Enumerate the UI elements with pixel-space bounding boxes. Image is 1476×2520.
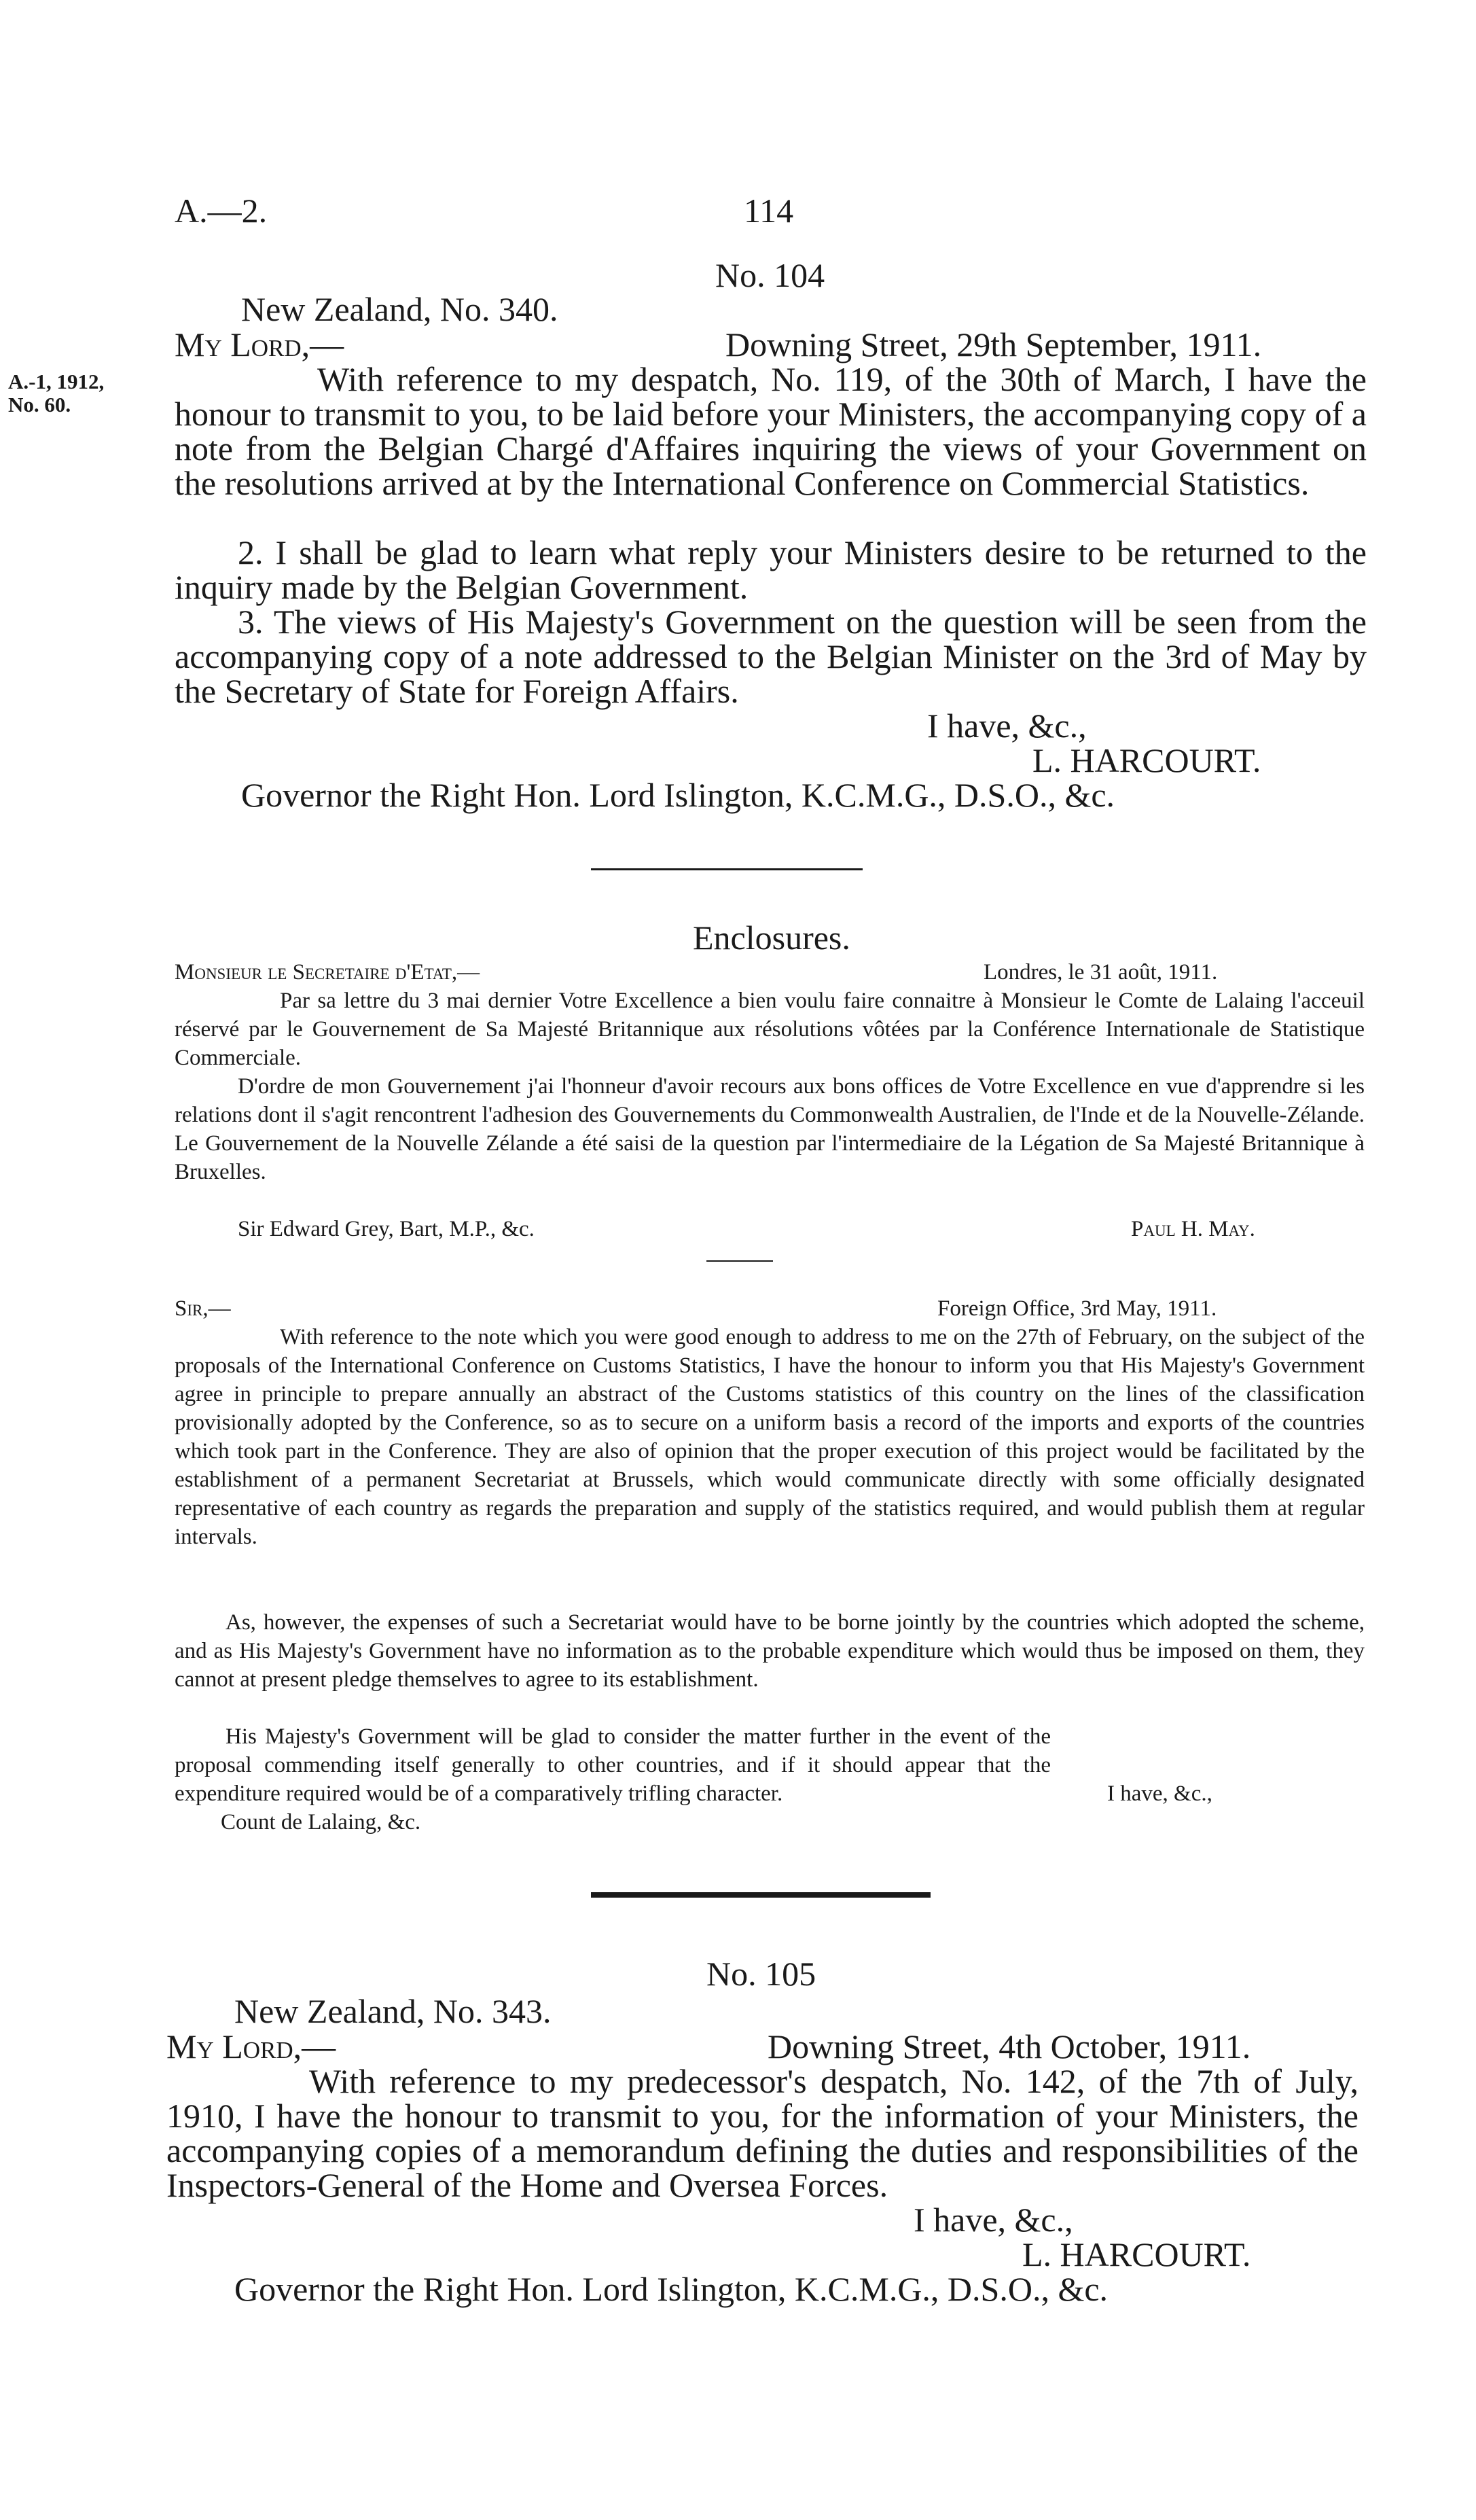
english-salutation: Sir,— [175, 1296, 231, 1321]
despatch-number-104: No. 104 [715, 256, 825, 294]
paragraph-105: With reference to my predecessor's despatch, No. 142, of the 7th of July, 1910, I have the honour to transmit to you, for the information of your Ministers, the accompanying copies of a memorandum defining the duties and responsibilities of the Inspectors-General of the Home and Oversea Forces. [166, 2062, 1358, 2204]
english-paragraph-3: His Majesty's Government will be glad to consider the matter further in the event of the proposal commending itself generally to other countries, and if it should appear that the expenditure required would be of a comparatively trifling character. [175, 1724, 1051, 1806]
english-closing: I have, &c., [1107, 1781, 1212, 1806]
enclosures-heading: Enclosures. [693, 919, 850, 957]
paragraph-1: With reference to my despatch, No. 119, of the 30th of March, I have the honour to transmit to you, to be laid before your Ministers, the accompanying copy of a note from the Belgian Chargé d'Affaires inquiring the views of your Government on the resolutions arrived at by the International Conference on Commercial Statistics. [175, 360, 1367, 502]
margin-note-line: A.-1, 1912, [8, 370, 105, 393]
addressee-105: Governor the Right Hon. Lord Islington, K.C.M.G., D.S.O., &c. [234, 2270, 1109, 2308]
section-code: A.—2. [175, 192, 268, 230]
place-date-105: Downing Street, 4th October, 1911. [768, 2027, 1251, 2065]
margin-note-line: No. 60. [8, 393, 71, 416]
page-number: 114 [744, 192, 794, 230]
heavy-divider [591, 1892, 931, 1898]
french-salutation: Monsieur le Secretaire d'Etat,— [175, 960, 480, 984]
place-date: Downing Street, 29th September, 1911. [725, 325, 1262, 363]
paragraph-2: 2. I shall be glad to learn what reply your Ministers desire to be returned to the inquiry made by the Belgian Government. [175, 533, 1367, 606]
signature: L. HARCOURT. [1032, 741, 1261, 779]
salutation: My Lord,— [175, 325, 344, 363]
english-addressee: Count de Lalaing, &c. [221, 1810, 421, 1834]
closing: I have, &c., [927, 707, 1087, 745]
french-addressee: Sir Edward Grey, Bart, M.P., &c. [238, 1217, 535, 1241]
french-place-date: Londres, le 31 août, 1911. [984, 960, 1218, 984]
french-paragraph-1: Par sa lettre du 3 mai dernier Votre Excellence a bien voulu faire connaitre à Monsieur le Comte de Lalaing l'acceuil réservé par le Gouvernement de Sa Majesté Britannique aux résolutions vôtées par la Conférence Internationale de Statistique Commerciale. [175, 989, 1365, 1070]
despatch-reference: New Zealand, No. 340. [241, 290, 558, 328]
signature-105: L. HARCOURT. [1022, 2235, 1251, 2273]
despatch-number-105: No. 105 [706, 1955, 816, 1993]
french-signature: Paul H. May. [1131, 1217, 1255, 1241]
enclosure-divider [706, 1260, 773, 1262]
addressee: Governor the Right Hon. Lord Islington, K.C.M.G., D.S.O., &c. [241, 776, 1115, 814]
english-place-date: Foreign Office, 3rd May, 1911. [937, 1296, 1217, 1321]
english-paragraph-2: As, however, the expenses of such a Secretariat would have to be borne jointly by the countries which adopted the scheme, and as His Majesty's Government have no information as to the probable expenditure which would thus be imposed on them, they cannot at present pledge themselves to agree to its establishment. [175, 1610, 1365, 1692]
english-paragraph-1: With reference to the note which you were good enough to address to me on the 27th of February, on the subject of the proposals of the International Conference on Customs Statistics, I have the honour to inform you that His Majesty's Government agree in principle to prepare annually an abstract of the Customs statistics of this country on the lines of the classification provisionally adopted by the Conference, so as to secure on a uniform basis a record of the imports and exports of the countries which took part in the Conference. They are also of opinion that the proper execution of this project would be facilitated by the establishment of a permanent Secretariat at Brussels, which would communicate directly with some officially designated representative of each country as regards the preparation and supply of the statistics required, and would publish them at regular intervals. [175, 1325, 1365, 1549]
paragraph-3: 3. The views of His Majesty's Government on the question will be seen from the accompanying copy of a note addressed to the Belgian Minister on the 3rd of May by the Secretary of State for Foreign Affairs. [175, 603, 1367, 710]
closing-105: I have, &c., [914, 2201, 1073, 2239]
despatch-reference-105: New Zealand, No. 343. [234, 1992, 552, 2030]
margin-note [8, 370, 104, 416]
french-paragraph-2: D'ordre de mon Gouvernement j'ai l'honneur d'avoir recours aux bons offices de Votre Excellence en vue d'apprendre si les relations dont il s'agit rencontrent l'adhesion des Gouvernements du Commonwealth Australien, de l'Inde et de la Nouvelle-Zélande. Le Gouvernement de la Nouvelle Zélande a été saisi de la question par l'intermediaire de la Légation de Sa Majesté Britannique à Bruxelles. [175, 1074, 1365, 1184]
salutation-105: My Lord,— [166, 2027, 336, 2065]
section-divider [591, 868, 863, 870]
